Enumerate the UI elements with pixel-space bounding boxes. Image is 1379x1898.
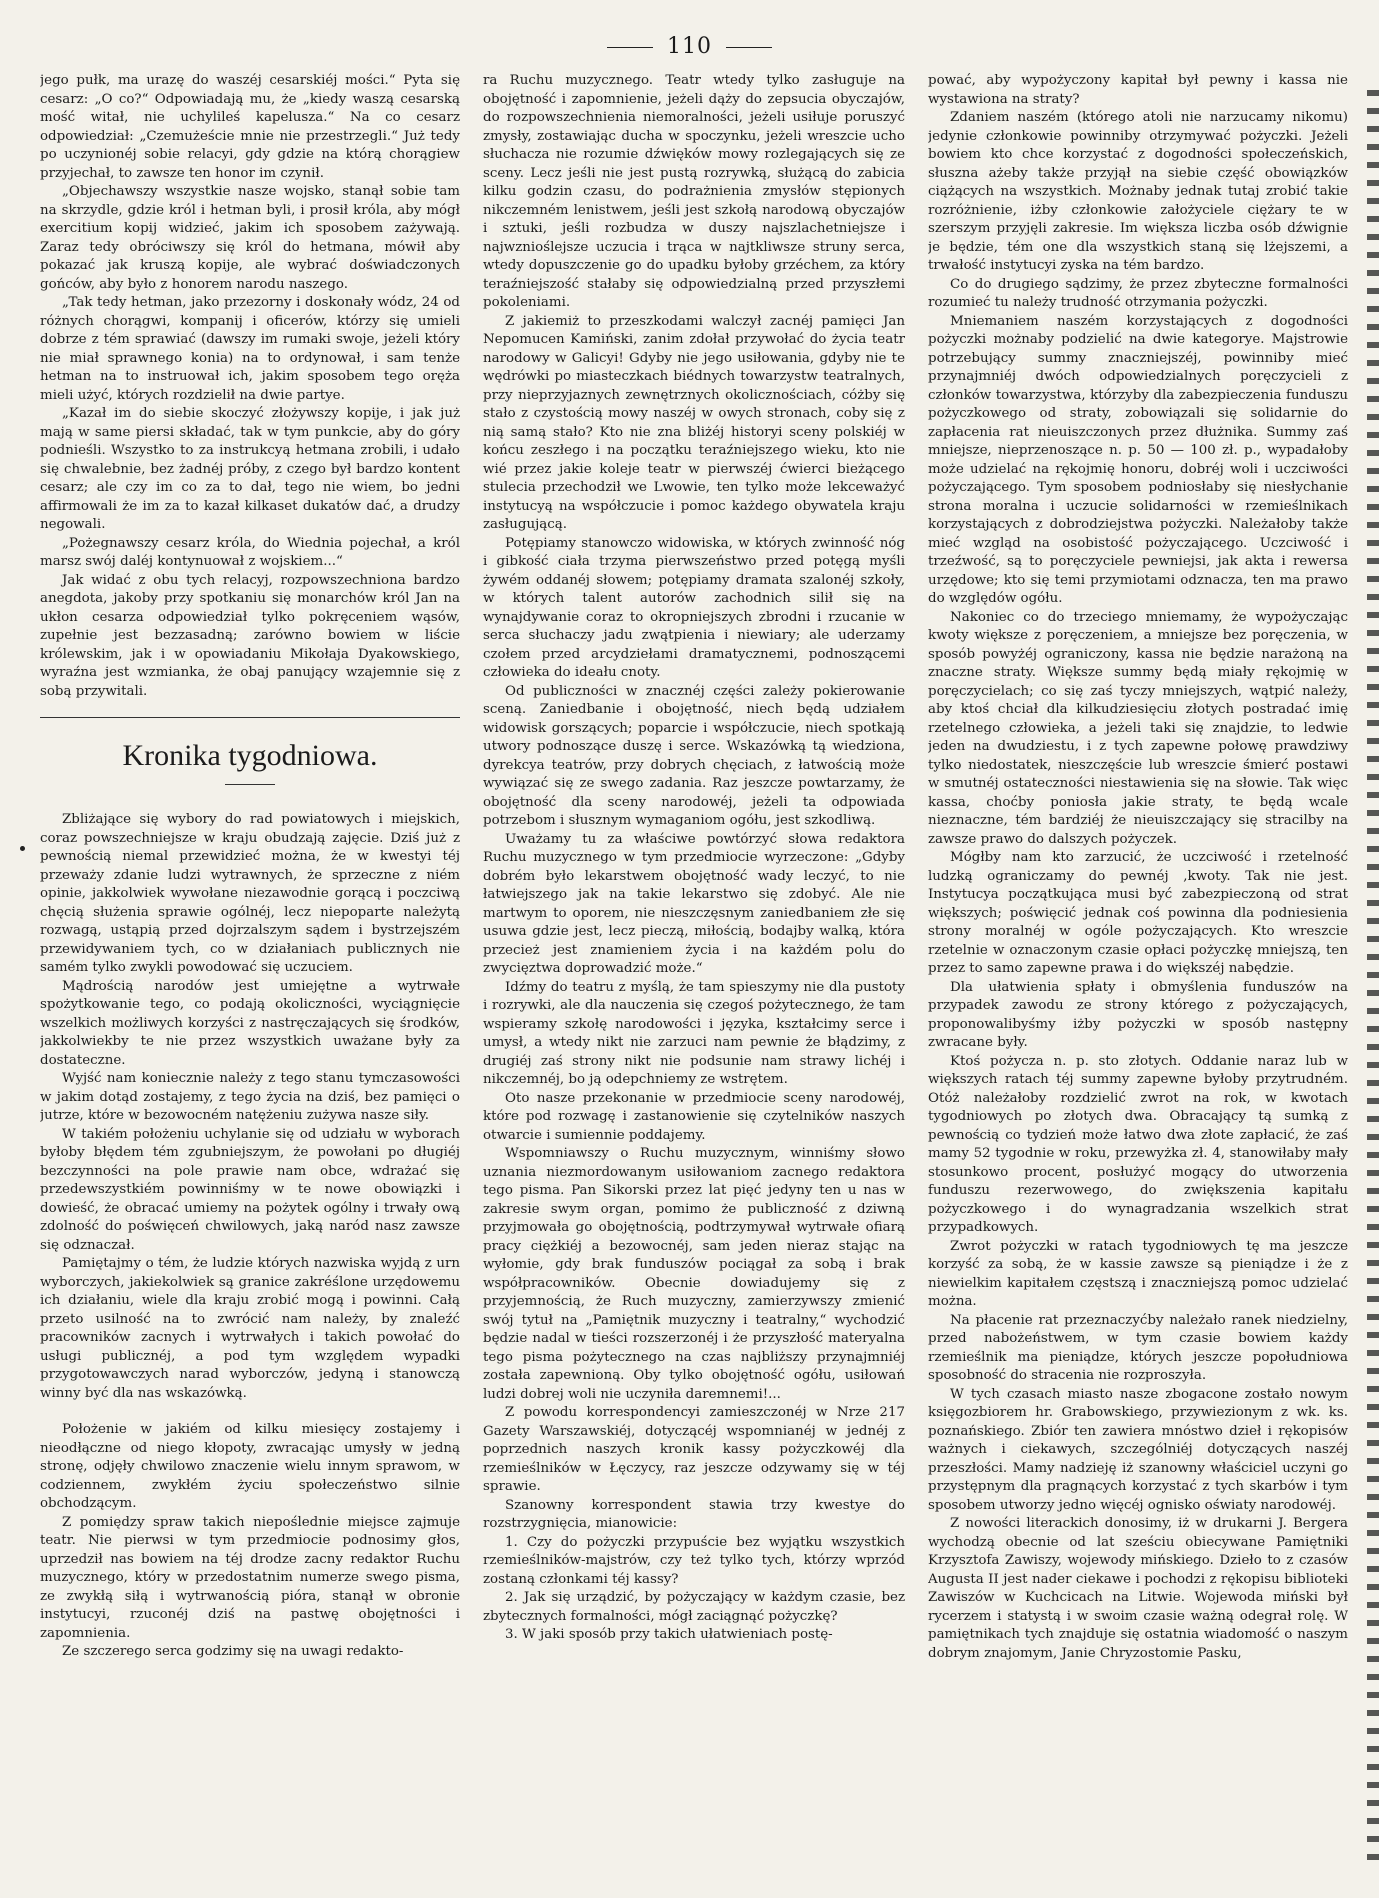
column-2 bbox=[483, 72, 905, 1887]
paragraph: Jak widać z obu tych relacyj, rozpowszechniona bardzo anegdota, jakoby przy spotkaniu się monarchów król Jan na ukłon cesarza odpowiedział tylko pokręceniem wąsów, zupełnie jest bezzasadną; zarówno bowiem w liście królewskim, jak i w opowiadaniu Mikołaja Dyakowskiego, wyraźna jest wzmianka, że obaj panujący wzajemnie się z sobą przywitali. bbox=[40, 572, 460, 699]
paragraph: Z jakiemiż to przeszkodami walczył zacnéj pamięci Jan Nepomucen Kamiński, zanim zdołał przywołać do życia teatr narodowy w Galicyi! Gdyby nie jego usiłowania, gdyby nie te wędrówki po miasteczkach biédnych towarzystw teatralnych, przy nieprzyjaznych zewnętrznych okolicznościach, cóżby się stało z czystością mowy naszéj w owych stronach, coby się z nią samą stało? Kto nie zna bliżéj historyi sceny polskiéj w końcu zeszłego i na początku teraźniejszego wieku, kto nie wié przez jakie koleje teatr w pierwszéj ćwierci bieżącego stulecia przechodził we Lwowie, ten tylko może lekceważyć instytucyą na współczucie i pomoc każdego obywatela kraju zasługującą. bbox=[483, 313, 905, 532]
paragraph: Mądrością narodów jest umiejętne a wytrwałe spożytkowanie tego, co podają okoliczności, wyciągnięcie wszelkich możliwych korzyści z nastręczających się środków, jakkolwiekby te nie przez wszystkich uważane były za dostateczne. bbox=[40, 978, 460, 1068]
paragraph: Zwrot pożyczki w ratach tygodniowych tę ma jeszcze korzyść za sobą, że w kassie zawsze są pieniądze i że z niewielkim kapitałem częstszą i znaczniejszą pomoc udzielać można. bbox=[928, 1238, 1348, 1309]
paragraph: Zdaniem naszém (którego atoli nie narzucamy nikomu) jedynie członkowie powinniby otrzymywać pożyczki. Jeżeli bowiem kto chce korzystać z dogodności społeczeńskich, słuszna ażeby także przyjął na siebie część obowiązków ciążących na wszystkich. Możnaby jednak tutaj zrobić takie rozróżnienie, iżby członkowie założyciele ciężary te w szerszym przyjęli zakresie. Im większa liczba osób dźwignie je będzie, tém one dla wszystkich staną się lżejszemi, a trwałość instytucyi zyska na tém bardzo. bbox=[928, 110, 1348, 273]
page-number bbox=[0, 34, 1379, 59]
column-1 bbox=[40, 72, 460, 1887]
paragraph: Zbliżające się wybory do rad powiatowych i miejskich, coraz powszechniejsze w kraju obudzają zajęcie. Dziś już z pewnością niemal przewidzieć można, że w kwestyi téj przeważy zdanie ludzi wytrawnych, że sprzeczne z niém opinie, jakkolwiek wywołane niezawodnie gorącą i poczciwą chęcią służenia sprawie ogólnéj, lecz niepoparte należytą rozwagą, ustąpią przed dojrzalszym sądem i bystrzejszém przewidywaniem tych, co w działaniach publicznych nie samém tylko zwykli powodować się uczuciem. bbox=[40, 812, 460, 975]
paragraph: Z nowości literackich donosimy, iż w drukarni J. Bergera wychodzą obecnie od lat sześciu obiecywane Pamiętniki Krzysztofa Zawiszy, wojewody mińskiego. Dzieło to z czasów Augusta II jest nader ciekawe i pochodzi z rękopisu biblioteki Zawiszów w Kuchcicach na Litwie. Wojewoda miński był rycerzem i statystą i w swoim czasie ważną odegrał rolę. W pamiętnikach tych znajduje się ostatnia wiadomość o naszym dobrym znajomym, Janie Chryzostomie Pasku, bbox=[928, 1516, 1348, 1661]
section-title: Kronika tygodniowa. bbox=[122, 739, 378, 772]
paragraph: jego pułk, ma urazę do waszéj cesarskiéj mości.“ Pyta się cesarz: „O co?“ Odpowiadają mu, że „kiedy waszą cesarską mość witał, nie uchylileś kapelusza.“ Na co cesarz odpowiedział: „Czemużeście mnie nie przestrzegli.“ Już tedy po uczynionéj sobie relacyi, gdy gdzie na którą chorągiew przyjechał, to zawsze ten honor im czynił. bbox=[40, 73, 460, 181]
paragraph: Ze szczerego serca godzimy się na uwagi redakto- bbox=[62, 1644, 404, 1659]
paragraph: Co do drugiego sądzimy, że przez zbyteczne formalności rozumieć tu należy trudność otrzymania pożyczki. bbox=[928, 276, 1348, 310]
paragraph: Na płacenie rat przeznaczyćby należało ranek niedzielny, przed nabożeństwem, w tym czasie bowiem każdy rzemieślnik ma pieniądze, których jeszcze popołudniowa sposobność do stracenia nie rozproszyła. bbox=[928, 1312, 1348, 1383]
text-columns bbox=[40, 72, 1348, 1887]
page-edge-marks bbox=[1367, 90, 1379, 1870]
paragraph: Oto nasze przekonanie w przedmiocie sceny narodowéj, które pod rozwagę i zastanowienie się czytelników naszych otwarcie i sumiennie poddajemy. bbox=[483, 1090, 905, 1143]
theatre-section bbox=[40, 1421, 460, 1662]
paragraph: „Pożegnawszy cesarz króla, do Wiednia pojechał, a król marsz swój daléj kontynuował z wojskiem...“ bbox=[40, 535, 460, 569]
paragraph: W takiém położeniu uchylanie się od udziału w wyborach byłoby błędem tém zgubniejszym, że powołani po długiéj bezczynności na pole prawie nam obce, wdrażać się przedewszystkiém powinniśmy w te nowe obowiązki i dowieść, że obracać umiemy na pożytek ogólny i trwały ową zdolność do poświęceń chwilowych, jaką naród nasz zawsze się odznaczał. bbox=[40, 1126, 460, 1253]
paragraph: Z powodu korrespondencyi zamieszczonéj w Nrze 217 Gazety Warszawskiéj, dotyczącéj wspomnianéj w jednéj z poprzednich naszych kronik kassy pożyczkowéj dla rzemieślników w Łęczycy, raz jeszcze odzywamy się w téj sprawie. bbox=[483, 1405, 905, 1494]
paragraph: Z pomiędzy spraw takich niepoślednie miejsce zajmuje teatr. Nie pierwsi w tym przedmiocie podnosimy głos, uprzedził nas bowiem na téj drodze zacny redaktor Ruchu muzycznego, który w przedostatnim numerze swego pisma, ze zwykłą siłą i wytrwanością pióra, stanął w obronie instytucyi, rzuconéj dziś na pastwę obojętności i zapomnienia. bbox=[40, 1514, 460, 1641]
column-3-text bbox=[928, 72, 1348, 1663]
section-gap bbox=[40, 1403, 460, 1421]
column-2-text bbox=[483, 72, 905, 1645]
paragraph: Pamiętajmy o tém, że ludzie których nazwiska wyjdą z urn wyborczych, jakiekolwiek są granice zakréślone urzędowemu ich działaniu, wiele dla kraju zrobić mogą i powinni. Całą przeto usilność na to zwrócić nam należy, by znaleźć pracowników zacnych i wytrwałych i takich powołać do usługi publicznéj, a pod tym względem wypadki przygotowawczych narad wyborczów, jedyną i stanowczą winny być dla nas wskazówką. bbox=[40, 1256, 460, 1401]
paragraph: 3. W jaki sposób przy takich ułatwieniach postę- bbox=[505, 1627, 833, 1642]
margin-mark bbox=[20, 846, 25, 851]
paragraph: Potępiamy stanowczo widowiska, w których zwinność nóg i gibkość ciała trzyma pierwszeństwo przed potęgą myśli żywém oddanéj słowem; potępiamy dramata szalonéj szkoły, w których talent autorów zachodnich silił się na wynajdywanie coraz to okropniejszych zbrodni i rzucanie w serca słuchaczy jadu zwątpienia i niewiary; ale uderzamy czołem przed arcydziełami dramatycznemi, podnoszącemi człowieka do ideału cnoty. bbox=[483, 535, 905, 680]
paragraph: Wyjść nam koniecznie należy z tego stanu tymczasowości w jakim dotąd zostajemy, z tego życia na dziś, bez pamięci o jutrze, które w bezowocném natężeniu zużywa nasze siły. bbox=[40, 1071, 460, 1123]
paragraph: Dla ułatwienia spłaty i obmyślenia funduszów na przypadek zawodu ze strony którego z pożyczających, proponowalibyśmy iżby pożyczki w sposób następny zwracane były. bbox=[928, 979, 1348, 1050]
paragraph: W tych czasach miasto nasze zbogacone zostało nowym księgozbiorem hr. Grabowskiego, przywiezionym z wk. ks. poznańskiego. Zbiór ten zawiera mnóstwo dzieł i rękopisów ważnych i ciekawych, szczególniéj dotyczących naszéj przeszłości. Mamy nadzieję iż szanowny właściciel uczyni go przystępnym dla pragnących korzystać z tych skarbów i tym sposobem utworzy jedno więcéj ognisko oświaty narodowéj. bbox=[928, 1386, 1348, 1513]
paragraph: Mógłby nam kto zarzucić, że uczciwość i rzetelność ludzką ograniczamy do pewnéj ,kwoty. Tak nie jest. Instytucya początkująca musi być zabezpieczoną od strat większych; poświęcić jednak coś powinna dla podniesienia strony moralnéj w ogóle pożyczających. Kto wreszcie rzetelnie w oznaczonym czasie opłaci pożyczkę mniejszą, ten przez to samo zapewne prawa i do większéj nabędzie. bbox=[928, 850, 1348, 976]
paragraph: Od publiczności w znacznéj części zależy pokierowanie sceną. Zaniedbanie i obojętność, niech będą udziałem widowisk gorszących; poparcie i współczucie, niech spotkają utwory podnoszące duszę i serce. Wskazówką tą wiedziona, dyrekcya teatrów, przy dobrych chęciach, z łatwością może wywiązać się ze swego zadania. Raz jeszcze powtarzamy, że obojętność dla sceny narodowéj, jeżeli ta odpowiada potrzebom i słusznym wymaganiom ogółu, jest szkodliwą. bbox=[483, 683, 905, 828]
paragraph: Mniemaniem naszém korzystających z dogodności pożyczki możnaby podzielić na dwie kategorye. Majstrowie potrzebujący summy znaczniejszéj, powinniby mieć przynajmniéj dwóch odpowiedzialnych poręczycieli z członków towarzystwa, którzyby dla zabezpieczenia funduszu pożyczkowego od straty, zobowiązali się solidarnie do zapłacenia rat nieuiszczonych przez dłużnika. Summy zaś mniejsze, nieprzenoszące n. p. 50 — 100 zł. p., wypadałoby może udzielać na rękojmię honoru, dobréj woli i uczciwości pożyczającego. Tym sposobem podniosłaby się niesłychanie strona moralna i uczucie solidarności w rzemieślnikach korzystających z dobrodziejstwa pożyczki. Należałoby także mieć wzgląd na osobistość pożyczającego. Uczciwość i trzeźwość, są to poręczyciele pewniejsi, jak akta i rewersa urzędowe; kto się temi przymiotami odznacza, ten ma prawo do względów ogółu. bbox=[928, 313, 1348, 606]
paragraph: pować, aby wypożyczony kapitał był pewny i kassa nie wystawiona na straty? bbox=[928, 73, 1348, 107]
article-continuation bbox=[40, 72, 460, 701]
right-rule bbox=[726, 47, 772, 48]
left-rule bbox=[607, 47, 653, 48]
paragraph: Szanowny korrespondent stawia trzy kwestye do rozstrzygnięcia, mianowicie: bbox=[483, 1497, 905, 1531]
paragraph: ra Ruchu muzycznego. Teatr wtedy tylko zasługuje na obojętność i zapomnienie, jeżeli dąży do zepsucia obyczajów, do rozpowszechnienia niemoralności, jeżeli usiłuje poruszyć zmysły, zostawiając ducha w spoczynku, jeżeli wreszcie ucho słuchacza nie rozumie dźwięków mowy rozlegających się ze sceny. Lecz jeśli nie jest pustą rozrywką, służącą do zabicia kilku godzin czasu, do podrażnienia zmysłów stępionych nikczemném lenistwem, jeśli jest szkołą narodową obyczajów i sztuki, jeśli rozbudza w duszy najszlachetniejsze i najwznioślejsze uczucia i trąca w najtkliwsze struny serca, wtedy dopuszczenie go do upadku byłoby grzéchem, za który teraźniejszość stałaby się odpowiedzialną przed przyszłemi pokoleniami. bbox=[483, 73, 905, 310]
title-underline bbox=[225, 784, 275, 785]
page-number-text: 110 bbox=[667, 34, 712, 59]
paragraph: Położenie w jakiém od kilku miesięcy zostajemy i nieodłączne od niego kłopoty, zwracając umysły w jedną stronę, odjęły chwilowo znaczenie wielu innym sprawom, w codziennem, zwykłém życiu społeczeństwo silnie obchodzącym. bbox=[40, 1422, 460, 1511]
paragraph: „Tak tedy hetman, jako przezorny i doskonały wódz, 24 od różnych chorągwi, kompanij i oficerów, którzy się umieli dobrze z tém sprawiać (dawszy im rumaki swoje, jeżeli który nie miał sprawnego konia) na to ordynował, i sam tenże hetman na to instruował ich, jakim sposobem tego oręża mieli użyć, których rozdzielił na dwie partye. bbox=[40, 295, 460, 403]
paragraph: Idźmy do teatru z myślą, że tam spieszymy nie dla pustoty i rozrywki, ale dla nauczenia się czegoś pożytecznego, że tam wspieramy szkołę narodowości i języka, kształcimy serce i umysł, a wtedy nikt nie zarzuci nam pewnie że błądzimy, z drugiéj zaś strony nikt nie podsunie nam strawy lichéj i nikczemnéj, bo ją odepchniemy ze wstrętem. bbox=[483, 979, 905, 1087]
section-divider bbox=[40, 717, 460, 718]
paragraph: Nakoniec co do trzeciego mniemamy, że wypożyczając kwoty większe z poręczeniem, a mniejsze bez poręczenia, w sposób powyżéj ograniczony, kassa nie będzie narażoną na znaczne straty. Większe summy będą miały rękojmię w poręczycielach; co się zaś tyczy mniejszych, wątpić należy, aby ktoś chciał dla kilkudziesięciu złotych postradać imię rzetelnego człowieka, a jeżeli taki się znajdzie, to ledwie jeden na dwudziestu, i z tych zapewne połowę prawdziwy tylko niedostatek, nieszczęście lub wreszcie śmierć postawi w smutnéj ostateczności niestawienia się na słowie. Tak więc kassa, choćby poniosła jakie straty, te będą wcale nieznaczne, tém bardziéj że nieuiszczający się stracilby na zawsze prawo do dalszych pożyczek. bbox=[928, 609, 1348, 847]
paragraph: Uważamy tu za właściwe powtórzyć słowa redaktora Ruchu muzycznego w tym przedmiocie wyrzeczone: „Gdyby dobrém było lekarstwem obojętność wady leczyć, to nie łatwiejszego jak na takie lekarstwo się zdobyć. Ale nie martwym to oporem, nie nieszczęsnym zaniedbaniem złe się usuwa gdzie jest, lecz pieczą, miłością, bodajby walką, która przecież jest znamieniem życia i na każdém polu do zwycięztwa doprowadzić może.“ bbox=[483, 831, 905, 976]
kronika-section bbox=[40, 811, 460, 1403]
paragraph: 1. Czy do pożyczki przypuście bez wyjątku wszystkich rzemieślników-majstrów, czy też tylko tych, którzy wprzód zostaną członkami téj kassy? bbox=[483, 1534, 905, 1587]
paragraph: „Objechawszy wszystkie nasze wojsko, stanął sobie tam na skrzydle, gdzie król i hetman byli, i prosił króla, aby mógł exercitium kopij widzieć, jakim ich sposobem zażywają. Zaraz tedy obróciwszy się król do hetmana, mówił aby pokazać jak kruszą kopije, ale wybrać doświadczonych gońców, aby było z honorem narodu naszego. bbox=[40, 184, 460, 292]
paragraph: 2. Jak się urządzić, by pożyczający w każdym czasie, bez zbytecznych formalności, mógł zaciągnąć pożyczkę? bbox=[483, 1590, 905, 1624]
paragraph: „Kazał im do siebie skoczyć złożywszy kopije, i jak już mają w same piersi składać, tak w tym punkcie, aby do góry podnieśli. Wszystko to za instrukcyą hetmana zrobili, i udało się chwalebnie, bez żadnéj próby, z czego był bardzo kontent cesarz; ale czy im co za to dał, tego nie wiem, bo jedni affirmowali że im za to kazał kilkaset dukatów dać, a drudzy negowali. bbox=[40, 406, 460, 532]
column-3 bbox=[928, 72, 1348, 1887]
paragraph: Ktoś pożycza n. p. sto złotych. Oddanie naraz lub w większych ratach téj summy zapewne byłoby przytrudném. Otóż należałoby rozdzielić zwrot na rok, w kwotach tygodniowych po złotych dwa. Obracający tą sumką z pewnością co tydzień może łatwo dwa złote zapłacić, że zaś mamy 52 tygodnie w roku, przewyżka zł. 4, stanowiłaby mały stosunkowo procent, posłużyć mogący do utworzenia funduszu rezerwowego, do zwiększenia kapitału pożyczkowego i do wynagradzania wszelkich strat przypadkowych. bbox=[928, 1053, 1348, 1235]
paragraph: Wspomniawszy o Ruchu muzycznym, winniśmy słowo uznania niezmordowanym usiłowaniom zacnego redaktora tego pisma. Pan Sikorski przez lat pięć jedyny ten u nas w zakresie swym organ, pomimo że publiczność z dziwną przyjmowała go obojętnością, podtrzymywał wytrwałe ofiarą pracy ciężkiéj a bezowocnéj, sam jeden nieraz stając na wyłomie, gdy brak funduszów pociągał za sobą i brak współpracowników. Obecnie dowiadujemy się z przyjemnością, że Ruch muzyczny, zamierzywszy zmienić swój tytuł na „Pamiętnik muzyczny i teatralny,“ wychodzić będzie nadal w tieści rozszerzonéj i że przyszłość materyalna tego pisma pożytecznego na czas najbliższy przynajmniéj została zapewnioną. Oby tylko obojętność ogółu, usiłowań ludzi dobrej woli nie uczyniła daremnemi!... bbox=[483, 1146, 905, 1402]
